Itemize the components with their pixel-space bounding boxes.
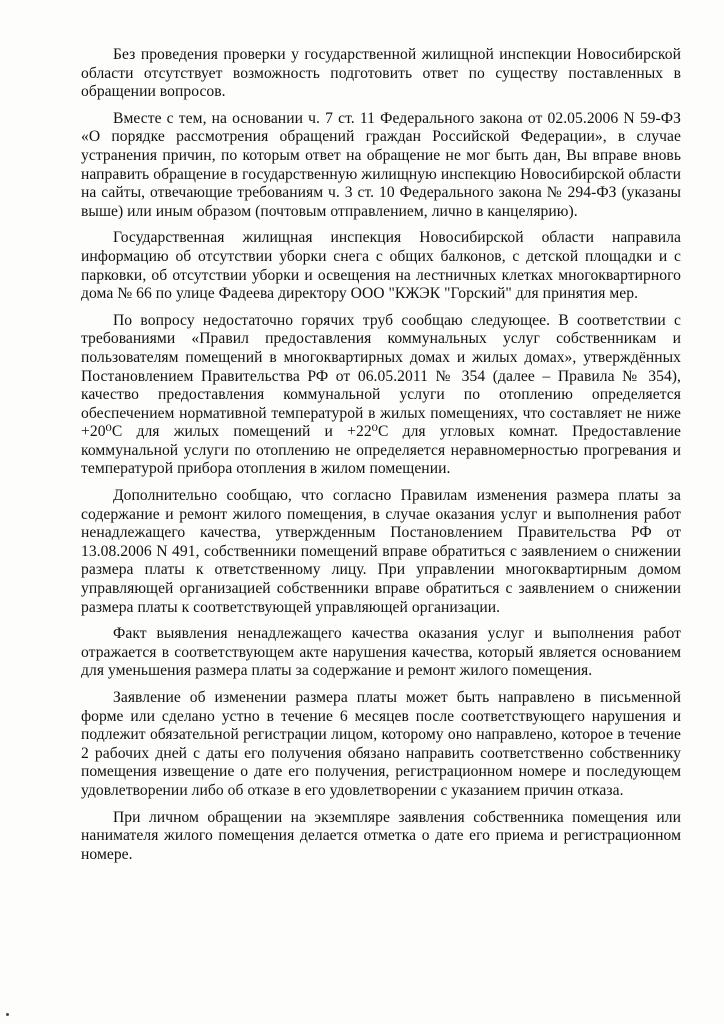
- paragraph-snow-cleaning: Государственная жилищная инспекция Новосибирской области направила информацию об отсутствии уборки снега с общих балконов, с детской площадки и с парковки, об отсутствии уборки и освещения на лестничных клетках многоквартирного дома № 66 по улице Фадеева директору ООО "КЖЭК "Горский" для принятия мер.: [81, 229, 681, 303]
- paragraph-quality-act: Факт выявления ненадлежащего качества оказания услуг и выполнения работ отражается в соответствующем акте нарушения качества, который является основанием для уменьшения размера платы за содержание и ремонт жилого помещения.: [81, 625, 681, 680]
- paragraph-personal-application: При личном обращении на экземпляре заявления собственника помещения или нанимателя жилого помещения делается отметка о дате его приема и регистрационном номере.: [81, 808, 681, 863]
- paragraph-reapply-rights: Вместе с тем, на основании ч. 7 ст. 11 Федерального закона от 02.05.2006 N 59-ФЗ «О порядке рассмотрения обращений граждан Российской Федерации», в случае устранения причин, по которым ответ на обращение не мог быть дан, Вы вправе вновь направить обращение в государственную жилищную инспекцию Новосибирской области на сайты, отвечающие требованиям ч. 3 ст. 10 Федерального закона № 294-ФЗ (указаны выше) или иным образом (почтовым отправлением, лично в канцелярию).: [81, 109, 681, 220]
- scan-artifact: [6, 1013, 9, 1016]
- paragraph-no-inspection: Без проведения проверки у государственной жилищной инспекции Новосибирской области отсутствует возможность подготовить ответ по существу поставленных в обращении вопросов.: [81, 46, 681, 101]
- paragraph-heating-pipes: По вопросу недостаточно горячих труб сообщаю следующее. В соответствии с требованиями «Правил предоставления коммунальных услуг собственникам и пользователям помещений в многоквартирных домах и жилых домах», утверждённых Постановлением Правительства РФ от 06.05.2011 № 354 (далее – Правила № 354), качество предоставления коммунальной услуги по отоплению определяется обеспечением нормативной температурой в жилых помещениях, что составляет не ниже +20⁰С для жилых помещений и +22⁰С для угловых комнат. Предоставление коммунальной услуги по отоплению не определяется неравномерностью прогревания и температурой прибора отопления в жилом помещении.: [81, 311, 681, 478]
- paragraph-payment-rules: Дополнительно сообщаю, что согласно Правилам изменения размера платы за содержание и ремонт жилого помещения, в случае оказания услуг и выполнения работ ненадлежащего качества, утвержденным Постановлением Правительства РФ от 13.08.2006 N 491, собственники помещений вправе обратиться с заявлением о снижении размера платы к ответственному лицу. При управлении многоквартирным домом управляющей организацией собственники вправе обратиться с заявлением о снижении размера платы к соответствующей управляющей организации.: [81, 487, 681, 616]
- paragraph-application-terms: Заявление об изменении размера платы может быть направлено в письменной форме или сделано устно в течение 6 месяцев после соответствующего нарушения и подлежит обязательной регистрации лицом, которому оно направлено, которое в течение 2 рабочих дней с даты его получения обязано направить соответственно собственнику помещения извещение о дате его получения, регистрационном номере и последующем удовлетворении либо об отказе в его удовлетворении с указанием причин отказа.: [81, 689, 681, 799]
